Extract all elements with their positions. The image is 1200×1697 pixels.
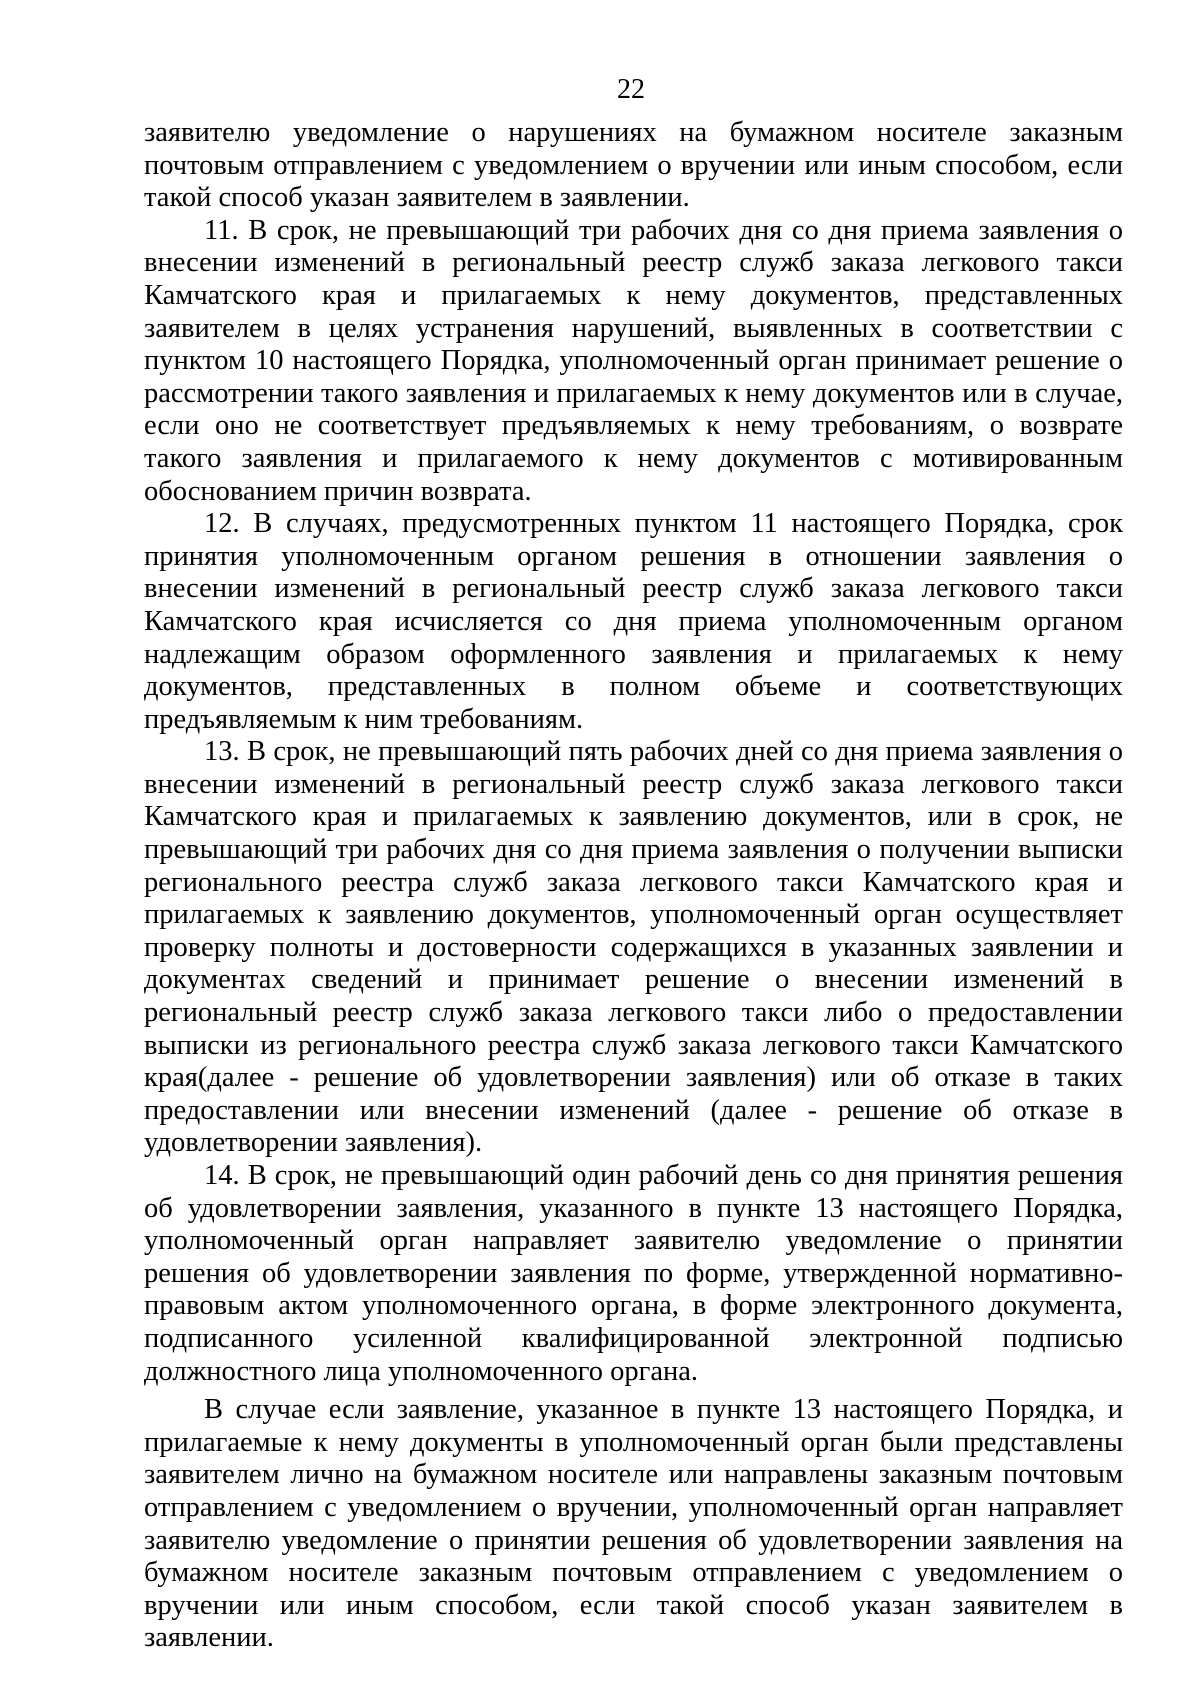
paragraph-item-14: 14. В срок, не превышающий один рабочий день со дня принятия решения об удовлетворении заявления, указанного в пункте 13 настоящего Порядка, уполномоченный орган направляет заявителю уведомление о принятии решения об удовлетворении заявления по форме, утвержденной нормативно-правовым актом уполномоченного органа, в форме электронного документа, подписанного усиленной квалифицированной электронной подписью должностного лица уполномоченного органа. [144, 1160, 1123, 1387]
paragraph-continuation: заявителю уведомление о нарушениях на бумажном носителе заказным почтовым отправлением с уведомлением о вручении или иным способом, если такой способ указан заявителем в заявлении. [144, 117, 1123, 214]
paragraph-paper-notice: В случае если заявление, указанное в пункте 13 настоящего Порядка, и прилагаемые к нему документы в уполномоченный орган были представлены заявителем лично на бумажном носителе или направлены заказным почтовым отправлением с уведомлением о вручении, уполномоченный орган направляет заявителю уведомление о принятии решения об удовлетворении заявления на бумажном носителе заказным почтовым отправлением с уведомлением о вручении или иным способом, если такой способ указан заявителем в заявлении. [144, 1394, 1123, 1654]
document-body [144, 117, 1123, 1655]
page-number: 22 [617, 74, 645, 105]
paragraph-item-12: 12. В случаях, предусмотренных пунктом 11 настоящего Порядка, срок принятия уполномоченным органом решения в отношении заявления о внесении изменений в региональный реестр служб заказа легкового такси Камчатского края исчисляется со дня приема уполномоченным органом надлежащим образом оформленного заявления и прилагаемых к нему документов, представленных в полном объеме и соответствующих предъявляемым к ним требованиям. [144, 508, 1123, 735]
paragraph-item-11: 11. В срок, не превышающий три рабочих дня со дня приема заявления о внесении изменений в региональный реестр служб заказа легкового такси Камчатского края и прилагаемых к нему документов, представленных заявителем в целях устранения нарушений, выявленных в соответствии с пунктом 10 настоящего Порядка, уполномоченный орган принимает решение о рассмотрении такого заявления и прилагаемых к нему документов или в случае, если оно не соответствует предъявляемых к нему требованиям, о возврате такого заявления и прилагаемого к нему документов с мотивированным обоснованием причин возврата. [144, 214, 1123, 507]
paragraph-item-13: 13. В срок, не превышающий пять рабочих дней со дня приема заявления о внесении изменений в региональный реестр служб заказа легкового такси Камчатского края и прилагаемых к заявлению документов, или в срок, не превышающий три рабочих дня со дня приема заявления о получении выписки регионального реестра служб заказа легкового такси Камчатского края и прилагаемых к заявлению документов, уполномоченный орган осуществляет проверку полноты и достоверности содержащихся в указанных заявлении и документах сведений и принимает решение о внесении изменений в региональный реестр служб заказа легкового такси либо о предоставлении выписки из регионального реестра служб заказа легкового такси Камчатского края(далее - решение об удовлетворении заявления) или об отказе в таких предоставлении или внесении изменений (далее - решение об отказе в удовлетворении заявления). [144, 736, 1123, 1159]
